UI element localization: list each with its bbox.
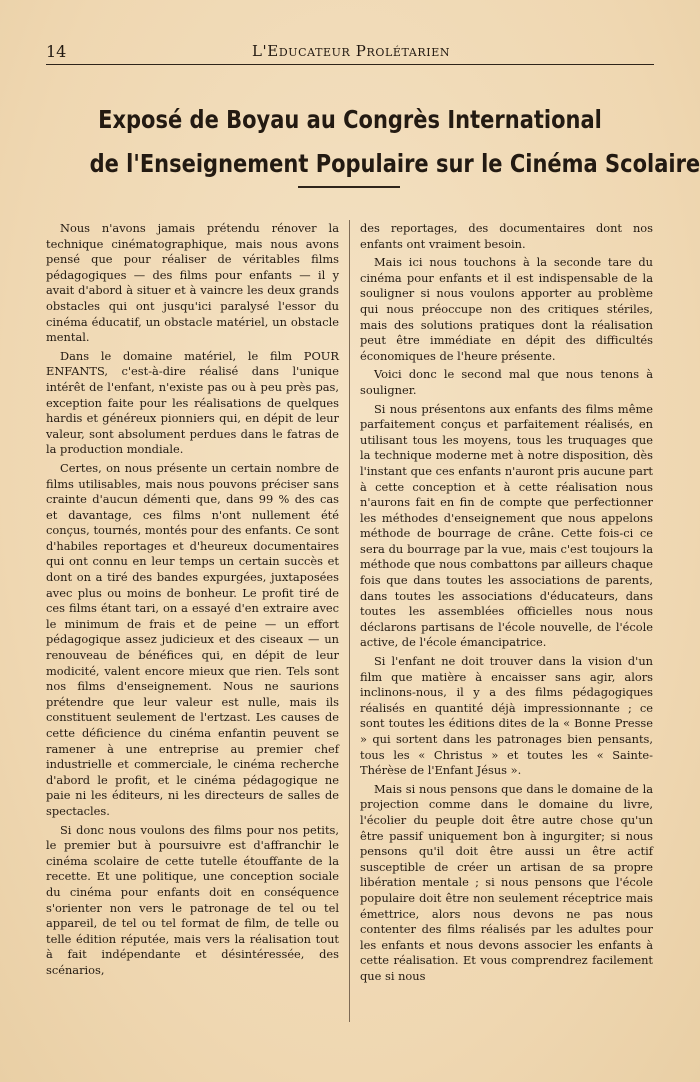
right-column [360,221,653,985]
column-divider [349,220,350,1022]
paragraph: Si nous présentons aux enfants des films même parfaitement conçus et parfaitement réalisés, en utilisant tous les moyens, tous les truquages que la technique moderne met à notre disposition, dès l'instant que ces enfants n'auront pris aucune part à cette conception et à cette réalisation nous n'aurons fait en fin de compte que perfectionner les méthodes d'enseignement que nous appelons méthode de bourrage de crâne. Cette fois-ci ce sera du bourrage par la vue, mais c'est toujours la méthode que nous combattons par ailleurs chaque fois que dans toutes les associations de parents, dans toutes les associations d'éducateurs, dans toutes les assemblées officielles nous nous déclarons partisans de l'école nouvelle, de l'école active, de l'école émancipatrice. [360,401,653,650]
page-number: 14 [46,42,67,61]
paragraph: Mais si nous pensons que dans le domaine de la projection comme dans le domaine du livre, l'écolier du peuple doit être autre chose qu'un être passif uniquement bon à ingurgiter; si nous pensons qu'il doit être aussi un être actif susceptible de créer un artisan de sa propre libération mentale ; si nous pensons que l'école populaire doit être non seulement réceptrice mais émettrice, alors nous devons ne pas nous contenter des films réalisés par les adultes pour les enfants et nous devons associer les enfants à cette réalisation. Et vous comprendrez facilement que si nous [360,781,653,983]
paragraph: Mais ici nous touchons à la seconde tare du cinéma pour enfants et il est indispensable de la souligner si nous voulons apporter au problème qui nous préoccupe non des critiques stériles, mais des solutions pratiques dont la réalisation peut être immédiate en dépit des difficultés économiques de l'heure présente. [360,255,653,363]
paragraph: Nous n'avons jamais prétendu rénover la technique cinématographique, mais nous avons pensé que pour réaliser de véritables films pédagogiques — des films pour enfants — il y avait d'abord à situer et à vaincre les deux grands obstacles qui ont jusqu'ici paralysé l'essor du cinéma éducatif, un obstacle matériel, un obstacle mental. [46,221,339,345]
page-header [46,34,654,65]
paragraph-continued: des reportages, des documentaires dont nos enfants ont vraiment besoin. [360,221,653,251]
paragraph: Si l'enfant ne doit trouver dans la vision d'un film que matière à encaisser sans agir, alors inclinons-nous, il y a des films pédagogiques réalisés en quantité déjà impressionnante ; ce sont toutes les éditions dites de la « Bonne Presse » qui sortent dans les patronages bien pensants, tous les « Christus » et toutes les « Sainte-Thérèse de l'Enfant Jésus ». [360,654,653,778]
paragraph: Voici donc le second mal que nous tenons à souligner. [360,367,653,397]
title-rule [298,186,400,188]
article-title-line-1: Exposé de Boyau au Congrès International [98,105,602,134]
left-column [46,221,339,979]
paragraph: Si donc nous voulons des films pour nos petits, le premier but à poursuivre est d'affranchir le cinéma scolaire de cette tutelle étouffante de la recette. Et une politique, une conception sociale du cinéma pour enfants doit en conséquence s'orienter non vers le patronage de tel ou tel appareil, de tel ou tel format de film, de telle ou telle édition réputée, mais vers la réalisation tout à fait indépendante et désintéressée, des scénarios, [46,822,339,977]
paragraph: Certes, on nous présente un certain nombre de films utilisables, mais nous pouvons préciser sans crainte d'aucun démenti que, dans 99 % des cas et davantage, ces films n'ont nullement été conçus, tournés, montés pour des enfants. Ce sont d'habiles reportages et d'heureux documentaires qui ont connu en leur temps un certain succès et dont on a tiré des bandes expurgées, juxtaposées avec plus ou moins de bonheur. Le profit tiré de ces films étant tari, on a essayé d'en extraire avec le minimum de frais et de peine — un effort pédagogique assez judicieux et des ciseaux — un renouveau de bénéfices qui, en dépit de leur modicité, valent encore mieux que rien. Tels sont nos films d'enseignement. Nous ne saurions prétendre que leur valeur est nulle, mais ils constituent seulement de l'ertzast. Les causes de cette déficience du cinéma enfantin peuvent se ramener à une entreprise au premier chef industrielle et commerciale, le cinéma recherche d'abord le profit, et le cinéma pédagogique ne paie ni les éditeurs, ni les directeurs de salles de spectacles. [46,460,339,818]
article-title-line-2: de l'Enseignement Populaire sur le Cinéma Scolaire [89,149,700,178]
running-title: L'Educateur Prolétarien [252,42,451,60]
paragraph: Dans le domaine matériel, le film POUR ENFANTS, c'est-à-dire réalisé dans l'unique intérêt de l'enfant, n'existe pas ou à peu près pas, exception faite pour les réalisations de quelques hardis et généreux pionniers qui, en dépit de leur valeur, sont absolument perdues dans le fatras de la production mondiale. [46,348,339,457]
article-title [89,98,700,186]
